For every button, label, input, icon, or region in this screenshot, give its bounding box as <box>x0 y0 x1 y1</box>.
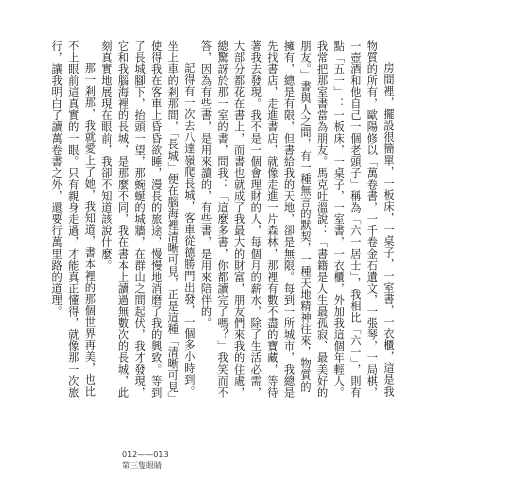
vertical-text-body <box>48 40 396 400</box>
page-numbers: 012——013 <box>122 450 169 459</box>
section-title: 第三隻眼睛 <box>122 461 162 470</box>
paragraph: 記得有一次去八達嶺爬長城，客車從德勝門出發，一個多小時到。坐上車的剎那間，「長城」便在腦海裡清晰可見，正是這種「清晰可見」使得我在客車上昏昏欲睡，漫長的旅途，慢慢地消磨了我的興致。等到了長城腳下，抬頭一望，那蜿蜒的城牆，在群山之間起伏，我才發現，它和我腦海裡的長城，是那麼不同，我在書本上讀過無數次的長城，此刻真實地展現在眼前，我卻不知道該說什麼。 <box>99 40 196 399</box>
paragraph: 房間裡，擺設很簡單，一板床，一桌子，一室書，一衣櫃，這是我物質的所有，歐陽修以「萬卷書，一千卷金石遺文，一張琴，一局棋，一壺酒和他自己一個老頭子」稱為「六一居士」，我相比「六一」，則有點「五一」：一板床，一桌子，一室書，一衣櫃，外加我這個年輕人。我常把那室書當為朋友。馬克吐溫說：「書籍是人生最孤寂、最美好的朋友。」書與人之間，有一種無言的默契，一種天地精神往來，物質的擁有，總是有限，但書給我的天地，卻是無限。每到一所城市，我總是先找書店，走進書店，就像走進一片森林，那裡有數不盡的寶藏，等待著我去發現。我不是一個會理財的人，每個月的薪水，除了生活必需，大部分都花在書上，而書也就成了我最大的財富，朋友們來我的住處，總驚訝於那一室的書，問我：「這麼多書，你都讀完了嗎？」我笑而不答，因為有些書，是用來讀的，有些書，是用來陪伴的。 <box>199 40 395 399</box>
page-footer <box>122 449 169 471</box>
paragraph: 那一剎那，我就愛上了她，我知道，書本裡的那個世界再美，也比不上眼前這真實的一眼。只有親身走過，才能真正懂得，就像那一次旅行，讓我明白了讀萬卷書之外，還要行萬里路的道理。 <box>50 40 97 399</box>
